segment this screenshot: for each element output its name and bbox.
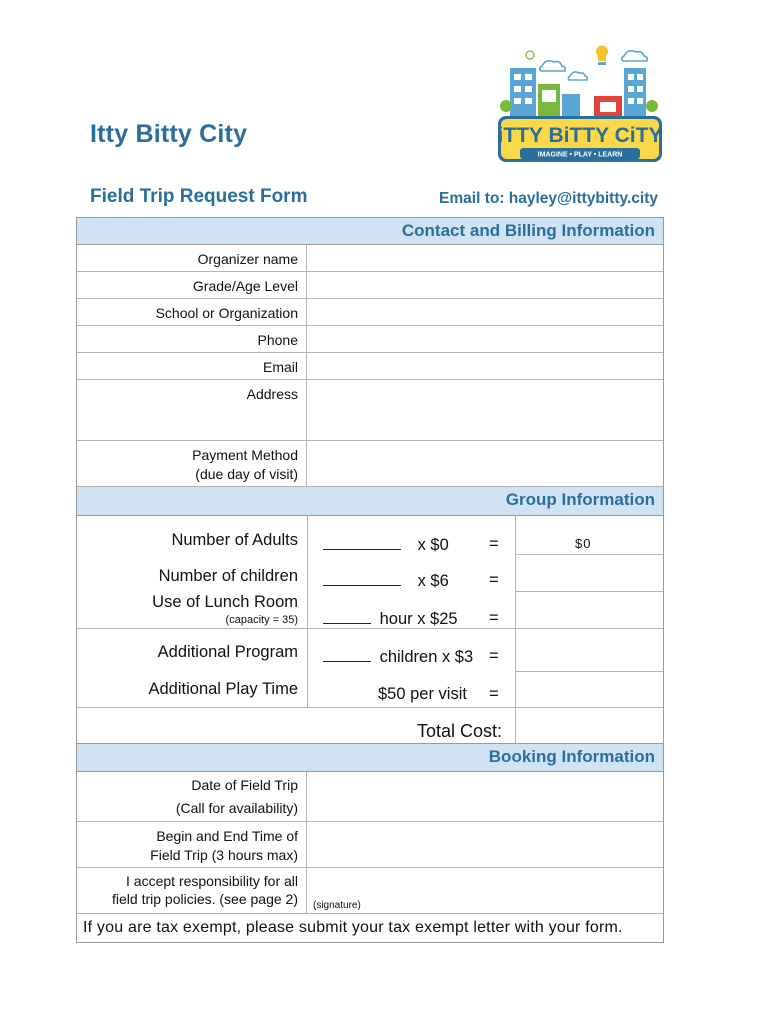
page-title: Itty Bitty City	[90, 120, 248, 148]
school-field[interactable]	[307, 299, 663, 325]
adults-rate: x $0	[417, 536, 449, 554]
booking-info-header	[77, 743, 663, 772]
lunch-capacity-note: (capacity = 35)	[225, 614, 298, 626]
date-row	[77, 772, 663, 822]
form-title: Field Trip Request Form	[90, 186, 308, 207]
group-info-header	[77, 487, 663, 516]
play-total-field[interactable]	[516, 672, 663, 706]
children-rate: x $6	[417, 572, 449, 590]
lunch-total-field[interactable]	[516, 592, 663, 627]
adults-count-blank[interactable]	[323, 535, 401, 550]
itty-bitty-city-logo	[494, 44, 666, 166]
address-row	[77, 380, 663, 441]
children-equals: =	[489, 571, 499, 589]
time-field[interactable]	[307, 822, 663, 867]
contact-billing-header	[77, 218, 663, 245]
address-label: Address	[246, 386, 298, 402]
children-label: Number of children	[158, 567, 298, 585]
school-label: School or Organization	[155, 305, 298, 321]
payment-label: Payment Method	[192, 447, 298, 463]
program-total-field[interactable]	[516, 629, 663, 670]
payment-note: (due day of visit)	[195, 466, 298, 482]
adults-total[interactable]: $0	[575, 536, 592, 551]
organizer-row	[77, 245, 663, 272]
children-total-field[interactable]	[516, 555, 663, 590]
lunch-rate: hour x $25	[379, 610, 458, 628]
accept-label: I accept responsibility for all	[126, 873, 298, 889]
lunch-label: Use of Lunch Room	[152, 593, 298, 611]
grade-field[interactable]	[307, 272, 663, 298]
play-label: Additional Play Time	[148, 680, 298, 698]
play-rate: $50 per visit	[378, 685, 467, 703]
children-count-blank[interactable]	[323, 571, 401, 586]
program-label: Additional Program	[157, 643, 298, 661]
email-field[interactable]	[307, 353, 663, 379]
lunch-equals: =	[489, 609, 499, 627]
total-cost-label: Total Cost:	[417, 721, 503, 741]
booking-info-heading: Booking Information	[488, 747, 655, 766]
lunch-hours-blank[interactable]	[323, 609, 371, 624]
date-label: Date of Field Trip	[191, 777, 298, 793]
group-info-heading: Group Information	[505, 490, 655, 509]
program-equals: =	[489, 647, 499, 665]
school-row	[77, 299, 663, 326]
organizer-field[interactable]	[307, 245, 663, 271]
payment-field[interactable]	[307, 441, 663, 486]
program-children-blank[interactable]	[323, 647, 371, 662]
program-rate: children x $3	[379, 648, 474, 666]
address-field[interactable]	[307, 380, 663, 440]
logo-wordmark: iTTY BiTTY CiTY	[497, 124, 663, 147]
total-cost-field[interactable]	[516, 708, 663, 743]
accept-row	[77, 868, 663, 914]
accept-note: field trip policies. (see page 2)	[112, 891, 298, 907]
phone-label: Phone	[257, 332, 298, 348]
field-trip-form	[76, 217, 664, 943]
phone-field[interactable]	[307, 326, 663, 352]
time-row	[77, 822, 663, 868]
signature-hint: (signature)	[313, 900, 361, 911]
contact-billing-heading: Contact and Billing Information	[401, 221, 655, 240]
adults-label: Number of Adults	[171, 531, 298, 549]
signature-field[interactable]	[307, 868, 663, 913]
phone-row	[77, 326, 663, 353]
time-label: Begin and End Time of	[156, 828, 298, 844]
grade-label: Grade/Age Level	[192, 278, 298, 294]
play-equals: =	[489, 685, 499, 703]
payment-row	[77, 441, 663, 487]
tax-exempt-note: If you are tax exempt, please submit your tax exempt letter with your form.	[83, 919, 623, 936]
email-label: Email	[262, 359, 298, 375]
adults-equals: =	[489, 535, 499, 553]
time-note: Field Trip (3 hours max)	[150, 847, 298, 863]
logo-tagline: IMAGINE • PLAY • LEARN	[537, 151, 623, 159]
organizer-label: Organizer name	[197, 251, 298, 267]
date-field[interactable]	[307, 772, 663, 821]
date-note: (Call for availability)	[175, 800, 298, 816]
email-address: Email to: hayley@ittybitty.city	[439, 190, 658, 207]
grade-row	[77, 272, 663, 299]
email-row	[77, 353, 663, 380]
